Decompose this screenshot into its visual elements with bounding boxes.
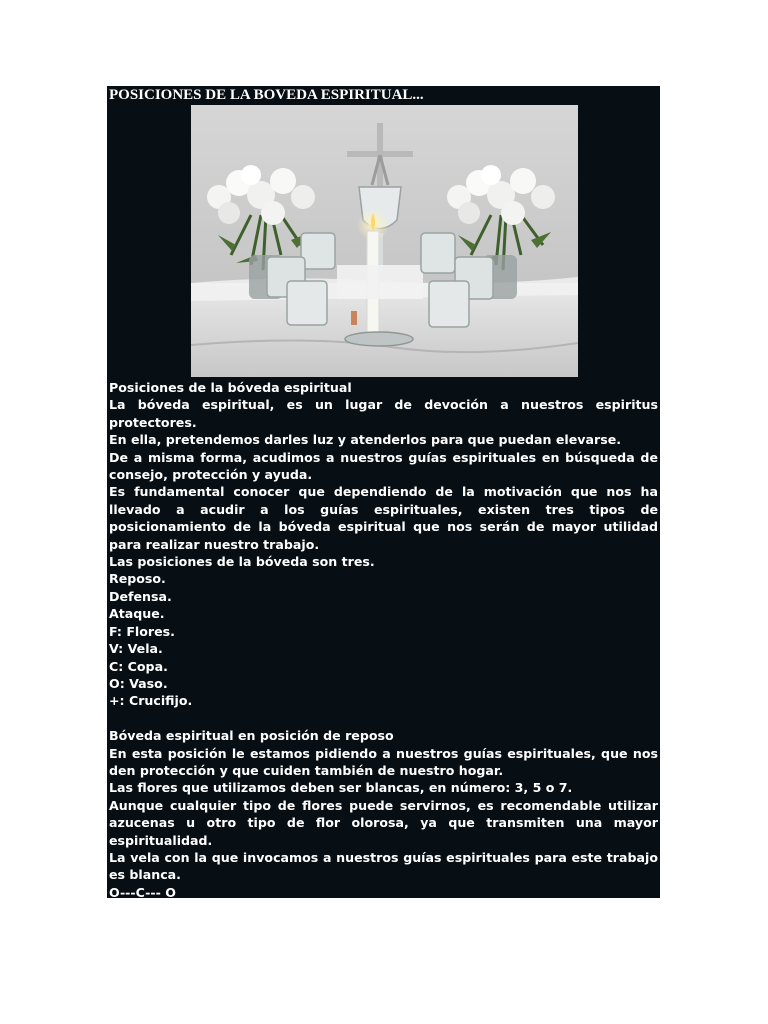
paragraph: Aunque cualquier tipo de flores puede servirnos, es recomendable utilizar azucenas u otro tipo de flor olorosa, ya que transmiten una mayor espiritualidad.	[109, 797, 658, 848]
spacer	[109, 710, 658, 727]
legend-item: C: Copa.	[109, 658, 168, 674]
list-item: Defensa.	[109, 588, 172, 604]
paragraph: Las flores que utilizamos deben ser blancas, en número: 3, 5 o 7.	[109, 780, 573, 796]
section-heading: Bóveda espiritual en posición de reposo	[109, 728, 394, 744]
legend-item: F: Flores.	[109, 623, 175, 639]
paragraph: Las posiciones de la bóveda son tres.	[109, 554, 375, 570]
document-body	[109, 379, 658, 901]
document-title: POSICIONES DE LA BOVEDA ESPIRITUAL...	[109, 87, 424, 103]
list-item: Ataque.	[109, 606, 165, 622]
altar-illustration	[191, 105, 578, 377]
paragraph: Es fundamental conocer que dependiendo de la motivación que nos ha llevado a acudir a los guías espirituales, existen tres tipos de posicionamiento de la bóveda espiritual que nos serán de mayor utilidad para realizar nuestro trabajo.	[109, 484, 658, 552]
paragraph: En esta posición le estamos pidiendo a nuestros guías espirituales, que nos den protección y que cuiden también de nuestro hogar.	[109, 745, 658, 778]
paragraph: La bóveda espiritual, es un lugar de devoción a nuestros espiritus protectores.	[109, 397, 658, 430]
section-heading: Posiciones de la bóveda espiritual	[109, 380, 352, 395]
legend-item: O: Vaso.	[109, 675, 168, 691]
legend-item: +: Crucifijo.	[109, 693, 193, 709]
list-item: Reposo.	[109, 571, 166, 587]
position-diagram: O---C--- O	[109, 884, 176, 900]
paragraph: La vela con la que invocamos a nuestros guías espirituales para este trabajo es blanca.	[109, 849, 658, 883]
paragraph: En ella, pretendemos darles luz y atenderlos para que puedan elevarse.	[109, 432, 622, 448]
document-page	[107, 86, 660, 898]
altar-photo	[191, 105, 578, 377]
legend-item: V: Vela.	[109, 641, 163, 657]
paragraph: De a misma forma, acudimos a nuestros guías espirituales en búsqueda de consejo, protección y ayuda.	[109, 449, 658, 483]
